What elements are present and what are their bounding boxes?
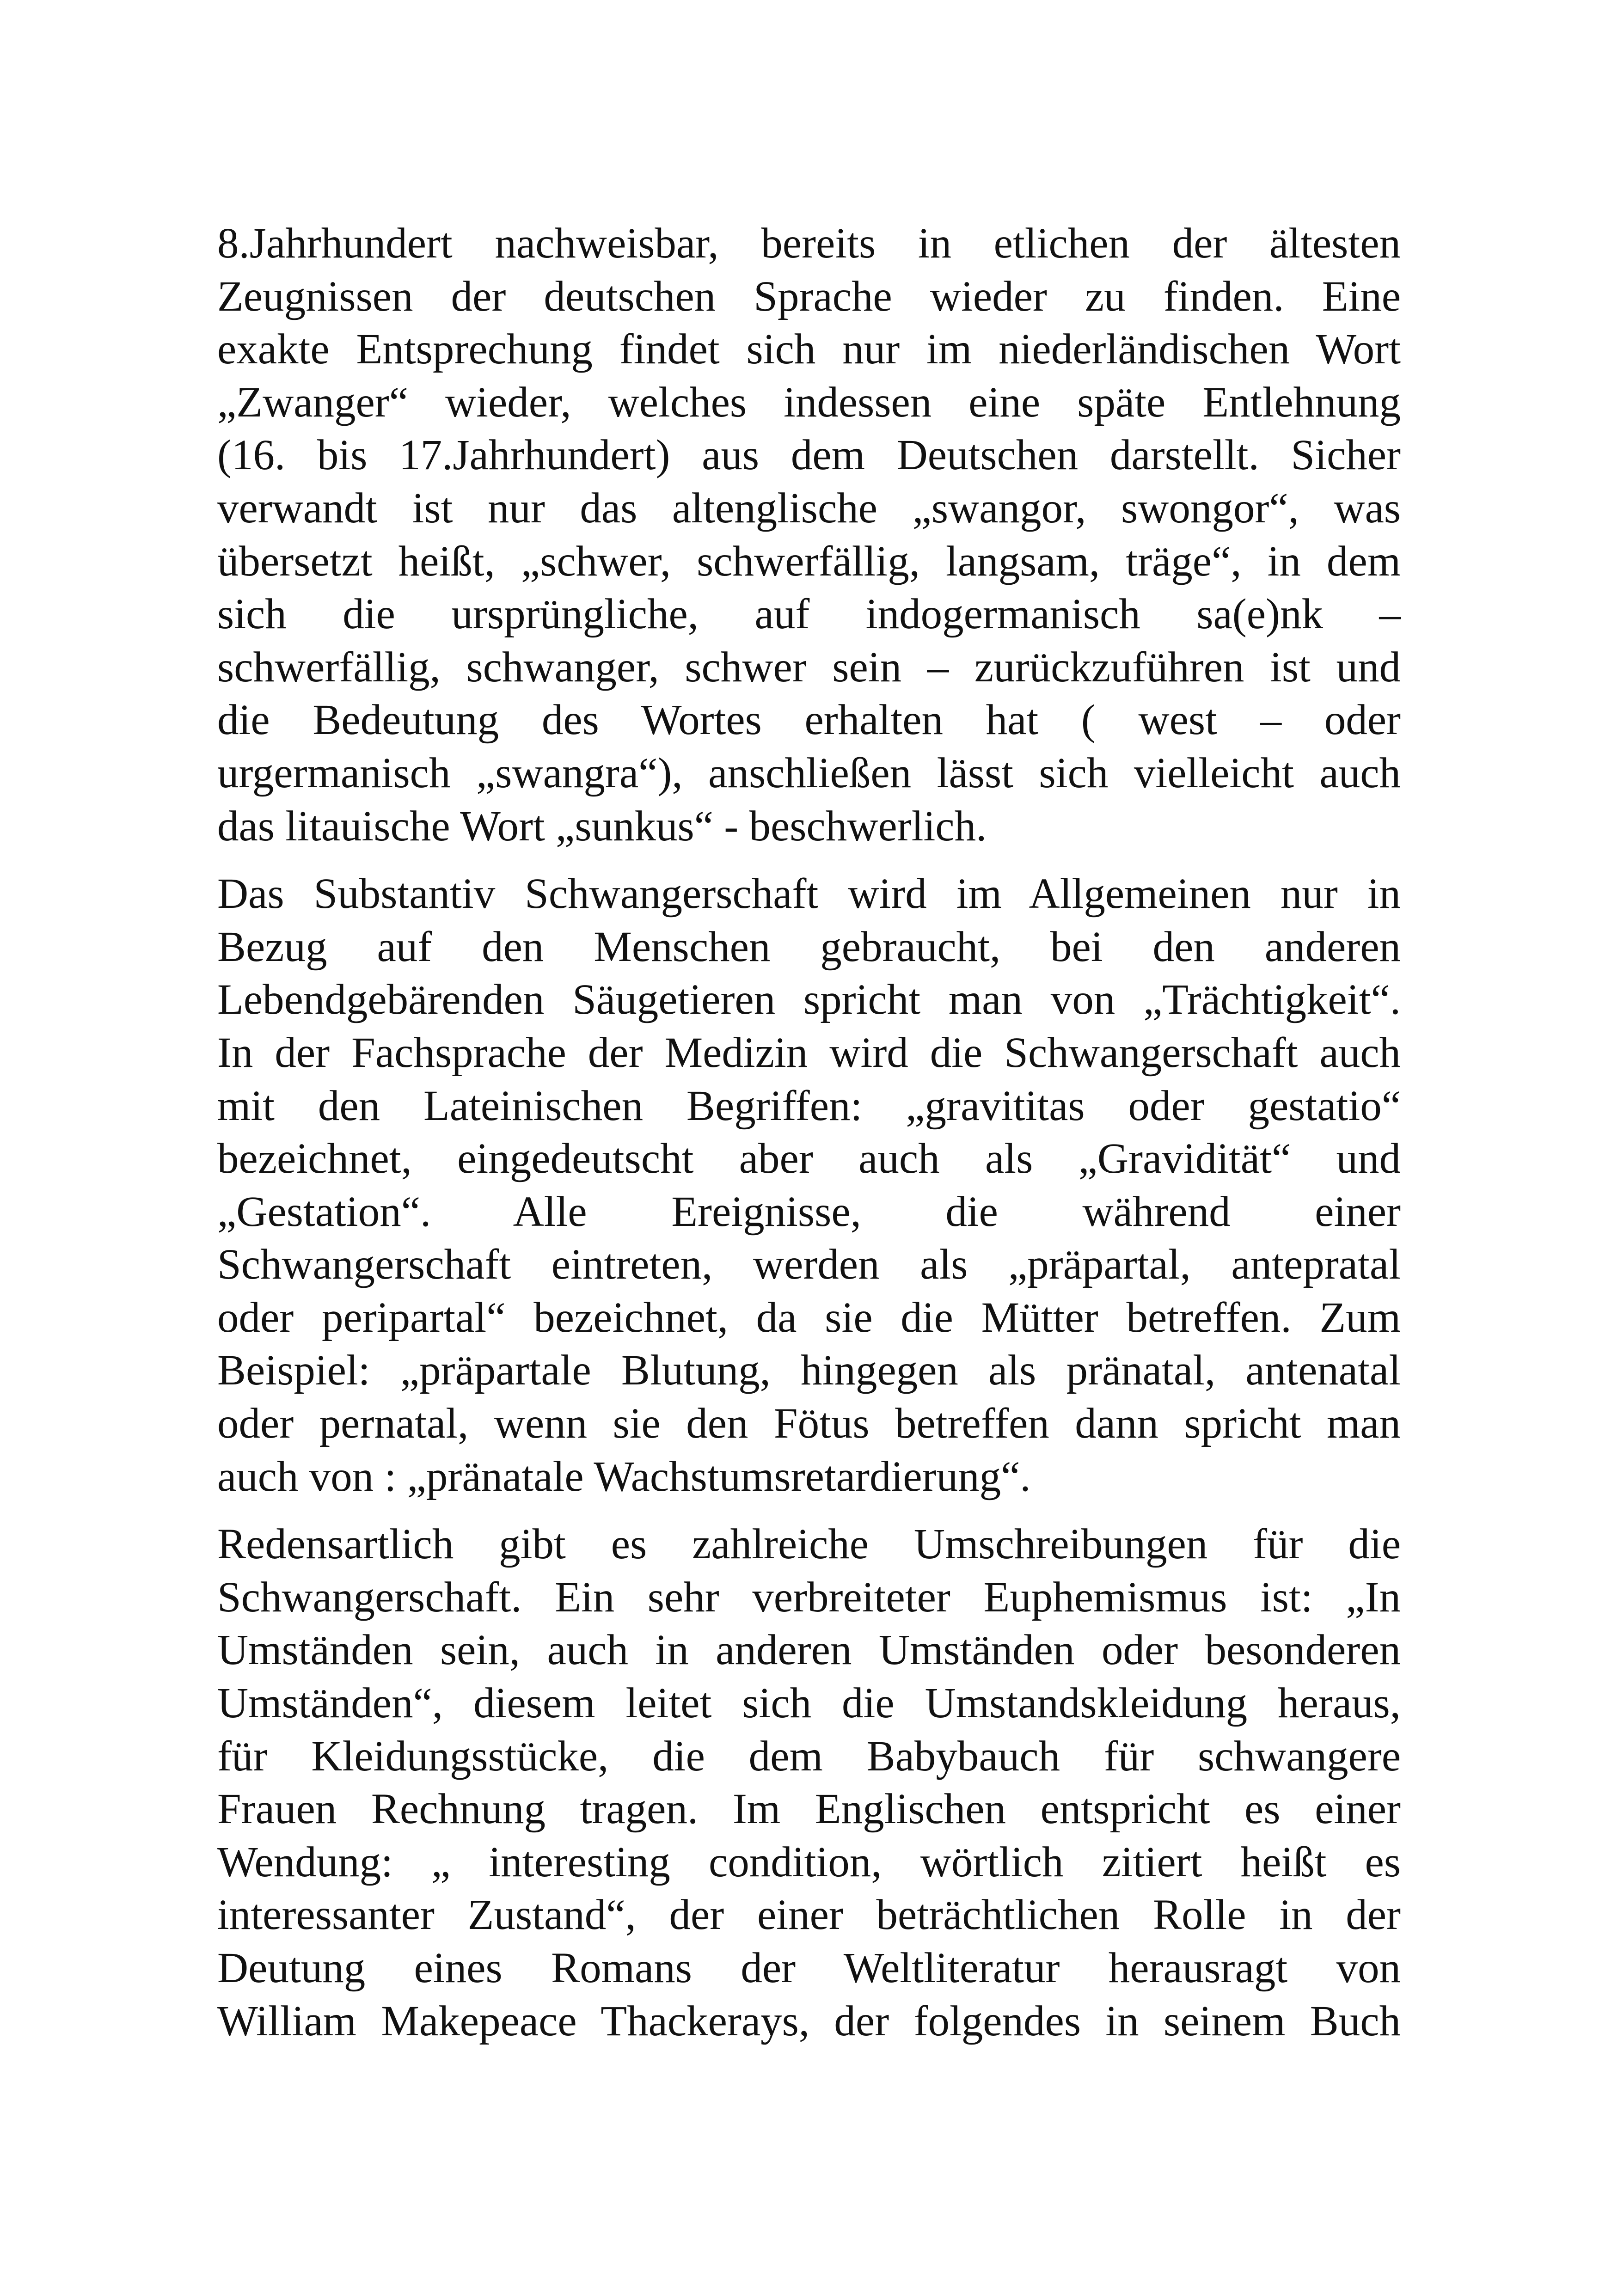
text-line: Umständen sein, auch in anderen Umständen oder besonderen (217, 1626, 1401, 1674)
text-line: urgermanisch „swangra“), anschließen lässt sich vielleicht auch (217, 749, 1401, 797)
text-line: schwerfällig, schwanger, schwer sein – zurückzuführen ist und (217, 643, 1401, 691)
paragraph (217, 868, 1401, 1503)
text-line: Das Substantiv Schwangerschaft wird im Allgemeinen nur in (217, 870, 1401, 918)
text-line: Beispiel: „präpartale Blutung, hingegen als pränatal, antenatal (217, 1347, 1401, 1395)
text-line: Wendung: „ interesting condition, wörtlich zitiert heißt es (217, 1838, 1401, 1886)
text-line: Lebendgebärenden Säugetieren spricht man von „Trächtigkeit“. (217, 976, 1401, 1024)
text-line: die Bedeutung des Wortes erhalten hat ( west – oder (217, 696, 1401, 744)
text-line: exakte Entsprechung findet sich nur im niederländischen Wort (217, 325, 1401, 373)
text-line: übersetzt heißt, „schwer, schwerfällig, langsam, träge“, in dem (217, 537, 1401, 585)
text-line: bezeichnet, eingedeutscht aber auch als „Gravidität“ und (217, 1135, 1401, 1183)
text-line: „Gestation“. Alle Ereignisse, die während einer (217, 1188, 1401, 1236)
paragraph (217, 1518, 1401, 2048)
text-line: Umständen“, diesem leitet sich die Umstandskleidung heraus, (217, 1679, 1401, 1727)
text-line: „Zwanger“ wieder, welches indessen eine späte Entlehnung (217, 378, 1401, 426)
text-line: In der Fachsprache der Medizin wird die Schwangerschaft auch (217, 1029, 1401, 1077)
text-line: auch von : „pränatale Wachstumsretardierung“. (217, 1452, 1031, 1500)
text-line: Redensartlich gibt es zahlreiche Umschreibungen für die (217, 1520, 1401, 1568)
paragraph (217, 217, 1401, 853)
text-line: (16. bis 17.Jahrhundert) aus dem Deutschen darstellt. Sicher (217, 431, 1401, 479)
text-line: Bezug auf den Menschen gebraucht, bei den anderen (217, 923, 1401, 971)
text-line: interessanter Zustand“, der einer beträchtlichen Rolle in der (217, 1891, 1401, 1939)
body-text (217, 217, 1401, 2048)
text-line: Schwangerschaft eintreten, werden als „präpartal, antepratal (217, 1241, 1401, 1289)
text-line: Frauen Rechnung tragen. Im Englischen entspricht es einer (217, 1785, 1401, 1833)
text-line: William Makepeace Thackerays, der folgendes in seinem Buch (217, 1997, 1401, 2045)
text-line: Deutung eines Romans der Weltliteratur herausragt von (217, 1944, 1401, 1992)
text-line: verwandt ist nur das altenglische „swangor, swongor“, was (217, 484, 1401, 532)
text-line: für Kleidungsstücke, die dem Babybauch für schwangere (217, 1732, 1401, 1780)
text-line: oder peripartal“ bezeichnet, da sie die Mütter betreffen. Zum (217, 1293, 1401, 1341)
text-line: 8.Jahrhundert nachweisbar, bereits in etlichen der ältesten (217, 220, 1401, 267)
text-line: sich die ursprüngliche, auf indogermanisch sa(e)nk – (217, 590, 1401, 638)
text-line: Schwangerschaft. Ein sehr verbreiteter Euphemismus ist: „In (217, 1573, 1401, 1621)
text-line: oder pernatal, wenn sie den Fötus betreffen dann spricht man (217, 1400, 1401, 1448)
text-line: Zeugnissen der deutschen Sprache wieder zu finden. Eine (217, 272, 1401, 320)
text-line: mit den Lateinischen Begriffen: „gravititas oder gestatio“ (217, 1082, 1401, 1130)
text-line: das litauische Wort „sunkus“ - beschwerlich. (217, 802, 987, 850)
